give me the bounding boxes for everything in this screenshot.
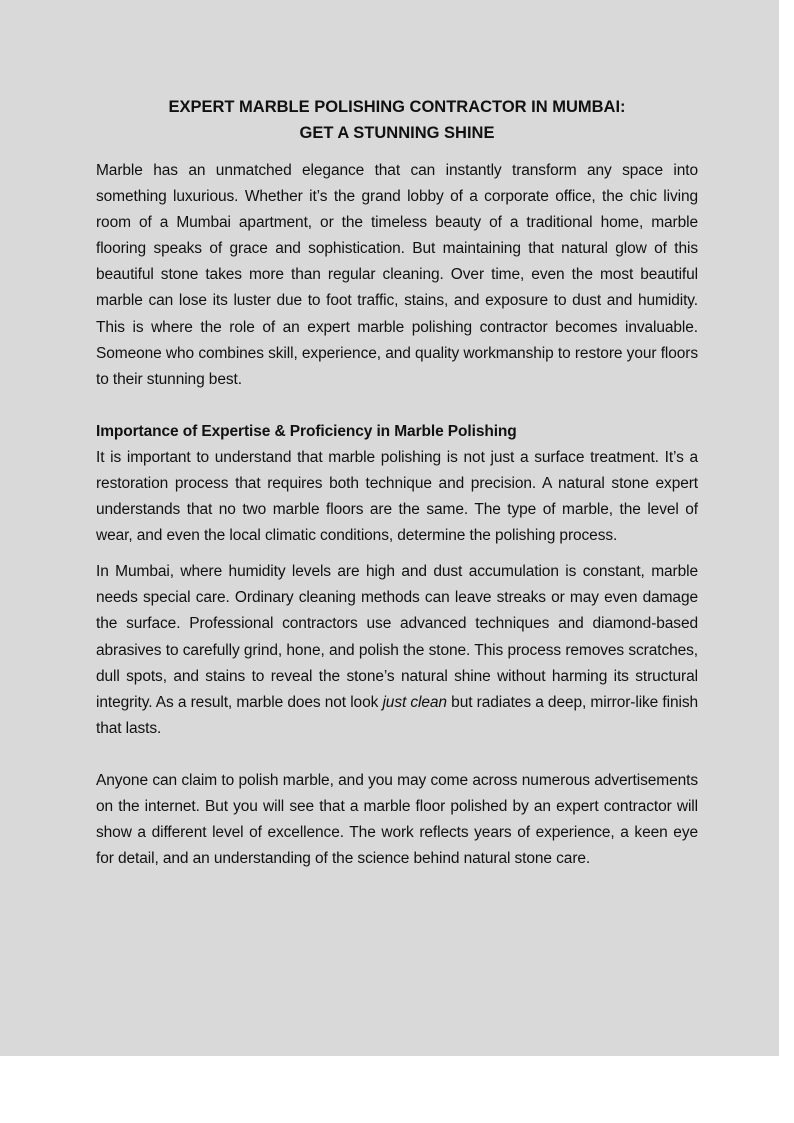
document-body [96,94,698,872]
page-title-line-2: GET A STUNNING SHINE [299,124,495,142]
page-title-line-1: EXPERT MARBLE POLISHING CONTRACTOR IN MUMBAI: [168,98,626,116]
section-paragraph-2-start: In Mumbai, where humidity levels are high and dust accumulation is constant, marble needs special care. Ordinary cleaning methods can leave streaks or may even damage the surface. Professional contractors use advanced techniques and diamond-based abrasives to carefully grind, hone, and polish the stone. This process removes scratches, dull spots, and stains to reveal the stone’s natural shine without harming its structural integrity. As a result, marble does not look [96,563,698,711]
section-paragraph-2-end: but radiates a deep, mirror-like finish that lasts. [96,693,699,737]
page-title [96,94,698,146]
section-paragraph-2 [96,559,698,742]
intro-paragraph: Marble has an unmatched elegance that can instantly transform any space into something luxurious. Whether it’s the grand lobby of a corporate office, the chic living room of a Mumbai apartment, or the timeless beauty of a traditional home, marble flooring speaks of grace and sophistication. But maintaining that natural glow of this beautiful stone takes more than regular cleaning. Over time, even the most beautiful marble can lose its luster due to foot traffic, stains, and exposure to dust and humidity. This is where the role of an expert marble polishing contractor becomes invaluable. Someone who combines skill, experience, and quality workmanship to restore your floors to their stunning best. [96,162,698,388]
section-heading: Importance of Expertise & Proficiency in Marble Polishing [96,422,517,440]
spacer [96,549,698,559]
spacer [96,742,698,768]
section-paragraph-1: It is important to understand that marble polishing is not just a surface treatment. It’s a restoration process that requires both technique and precision. A natural stone expert understands that no two marble floors are the same. The type of marble, the level of wear, and even the local climatic conditions, determine the polishing process. [96,448,698,545]
emphasis-text: just clean [382,693,447,711]
spacer [96,393,698,419]
closing-paragraph: Anyone can claim to polish marble, and you may come across numerous advertisements on the internet. But you will see that a marble floor polished by an expert contractor will show a different level of excellence. The work reflects years of experience, a keen eye for detail, and an understanding of the science behind natural stone care. [96,771,698,868]
